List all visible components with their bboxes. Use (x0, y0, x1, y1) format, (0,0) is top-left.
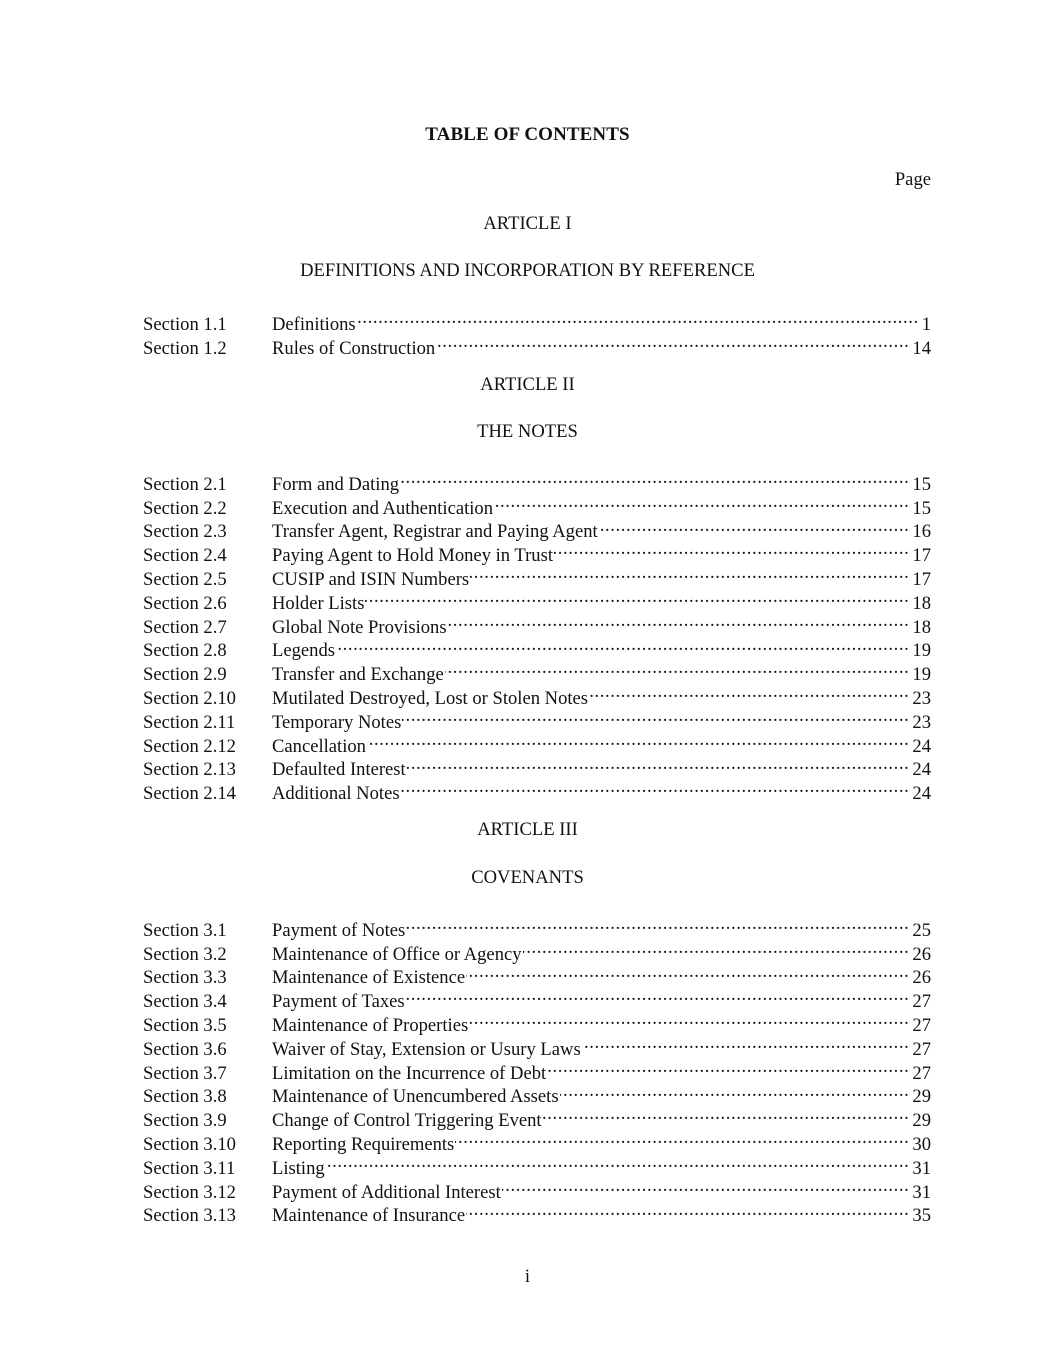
dot-leader (367, 728, 909, 752)
section-number: Section 3.7 (143, 1062, 227, 1084)
article-2-heading: THE NOTES (477, 421, 578, 442)
section-title[interactable]: CUSIP and ISIN Numbers (272, 568, 470, 590)
dot-leader (494, 490, 909, 514)
section-title[interactable]: Limitation on the Incurrence of Debt (272, 1062, 547, 1084)
dot-leader (469, 1007, 909, 1031)
section-title[interactable]: Maintenance of Unencumbered Assets (272, 1086, 559, 1108)
section-page-number: 1 (921, 313, 931, 335)
section-number: Section 3.1 (143, 919, 227, 941)
dot-leader (589, 680, 909, 704)
article-2-section-list (143, 466, 931, 805)
section-page-number: 30 (912, 1133, 931, 1155)
section-title[interactable]: Mutilated Destroyed, Lost or Stolen Notes (272, 687, 589, 709)
dot-leader (455, 1126, 909, 1150)
section-title[interactable]: Payment of Notes (272, 919, 406, 941)
dot-leader (470, 561, 909, 585)
section-title[interactable]: Global Note Provisions (272, 616, 447, 638)
section-title[interactable]: Maintenance of Office or Agency (272, 943, 522, 965)
section-title[interactable]: Transfer and Exchange (272, 664, 444, 686)
section-title[interactable]: Execution and Authentication (272, 497, 494, 519)
dot-leader (402, 704, 909, 728)
section-page-number: 15 (912, 497, 931, 519)
dot-leader (336, 633, 909, 657)
dot-leader (466, 1198, 909, 1222)
section-title[interactable]: Holder Lists (272, 592, 365, 614)
article-3-label: ARTICLE III (477, 819, 578, 840)
section-title[interactable]: Form and Dating (272, 473, 400, 495)
dot-leader (326, 1150, 910, 1174)
section-page-number: 14 (912, 337, 931, 359)
section-page-number: 23 (912, 687, 931, 709)
dot-leader (406, 912, 909, 936)
section-number: Section 2.12 (143, 735, 236, 757)
section-page-number: 19 (912, 640, 931, 662)
section-page-number: 26 (912, 943, 931, 965)
section-number: Section 2.11 (143, 711, 236, 733)
section-title[interactable]: Cancellation (272, 735, 366, 757)
section-page-number: 24 (912, 735, 931, 757)
section-title[interactable]: Change of Control Triggering Event (272, 1110, 542, 1132)
section-page-number: 17 (912, 568, 931, 590)
section-number: Section 2.2 (143, 497, 227, 519)
section-title[interactable]: Legends (272, 640, 335, 662)
dot-leader (407, 752, 910, 776)
section-number: Section 3.3 (143, 967, 227, 989)
section-page-number: 27 (912, 991, 931, 1013)
section-title[interactable]: Temporary Notes (272, 711, 402, 733)
article-3-heading: COVENANTS (471, 867, 584, 888)
section-title[interactable]: Maintenance of Properties (272, 1014, 469, 1036)
section-title[interactable]: Definitions (272, 313, 356, 335)
section-number: Section 3.4 (143, 991, 227, 1013)
section-title[interactable]: Payment of Taxes (272, 991, 405, 1013)
dot-leader (582, 1031, 910, 1055)
section-number: Section 2.9 (143, 664, 227, 686)
section-title[interactable]: Paying Agent to Hold Money in Trust (272, 545, 554, 567)
section-page-number: 18 (912, 592, 931, 614)
section-title[interactable]: Transfer Agent, Registrar and Paying Agent (272, 521, 598, 543)
section-page-number: 16 (912, 521, 931, 543)
article-2-label: ARTICLE II (480, 374, 575, 395)
section-page-number: 29 (912, 1110, 931, 1132)
page-column-label: Page (894, 169, 931, 190)
article-1-heading: DEFINITIONS AND INCORPORATION BY REFERENCE (300, 260, 755, 281)
section-title[interactable]: Maintenance of Existence (272, 967, 466, 989)
toc-entry[interactable] (143, 912, 931, 941)
section-page-number: 17 (912, 545, 931, 567)
section-title[interactable]: Reporting Requirements (272, 1133, 455, 1155)
dot-leader (543, 1102, 910, 1126)
section-title[interactable]: Rules of Construction (272, 337, 436, 359)
section-page-number: 15 (912, 473, 931, 495)
section-number: Section 2.8 (143, 640, 227, 662)
section-title[interactable]: Maintenance of Insurance (272, 1205, 466, 1227)
section-page-number: 27 (912, 1014, 931, 1036)
article-1-label: ARTICLE I (483, 213, 572, 234)
section-page-number: 25 (912, 919, 931, 941)
section-number: Section 2.4 (143, 545, 227, 567)
section-number: Section 1.1 (143, 313, 227, 335)
section-page-number: 18 (912, 616, 931, 638)
section-page-number: 31 (912, 1181, 931, 1203)
section-number: Section 2.13 (143, 759, 236, 781)
section-number: Section 3.10 (143, 1133, 236, 1155)
section-number: Section 3.12 (143, 1181, 236, 1203)
section-number: Section 2.7 (143, 616, 227, 638)
dot-leader (365, 585, 909, 609)
section-page-number: 24 (912, 783, 931, 805)
section-number: Section 3.2 (143, 943, 227, 965)
section-page-number: 19 (912, 664, 931, 686)
section-page-number: 27 (912, 1038, 931, 1060)
section-title[interactable]: Defaulted Interest (272, 759, 406, 781)
article-1-section-list (143, 306, 931, 359)
dot-leader (357, 306, 919, 330)
section-number: Section 3.9 (143, 1110, 227, 1132)
article-3-section-list (143, 912, 931, 1227)
toc-entry[interactable] (143, 306, 931, 335)
section-number: Section 2.1 (143, 473, 227, 495)
dot-leader (400, 466, 909, 490)
section-title[interactable]: Waiver of Stay, Extension or Usury Laws (272, 1038, 581, 1060)
section-number: Section 1.2 (143, 337, 227, 359)
section-title[interactable]: Payment of Additional Interest (272, 1181, 501, 1203)
dot-leader (554, 537, 909, 561)
dot-leader (401, 775, 910, 799)
dot-leader (466, 960, 909, 984)
section-title[interactable]: Additional Notes (272, 783, 400, 805)
dot-leader (599, 514, 910, 538)
section-number: Section 3.6 (143, 1038, 227, 1060)
dot-leader (523, 936, 910, 960)
section-number: Section 2.3 (143, 521, 227, 543)
section-page-number: 31 (912, 1157, 931, 1179)
section-page-number: 23 (912, 711, 931, 733)
section-number: Section 3.5 (143, 1014, 227, 1036)
toc-entry[interactable] (143, 466, 931, 495)
dot-leader (448, 609, 910, 633)
section-page-number: 24 (912, 759, 931, 781)
dot-leader (560, 1079, 910, 1103)
section-title[interactable]: Listing (272, 1157, 325, 1179)
dot-leader (445, 656, 910, 680)
dot-leader (436, 330, 909, 354)
section-number: Section 2.6 (143, 592, 227, 614)
section-page-number: 35 (912, 1205, 931, 1227)
section-number: Section 2.14 (143, 783, 236, 805)
toc-title: TABLE OF CONTENTS (425, 124, 630, 145)
section-number: Section 3.8 (143, 1086, 227, 1108)
dot-leader (502, 1174, 910, 1198)
section-page-number: 26 (912, 967, 931, 989)
section-number: Section 3.13 (143, 1205, 236, 1227)
dot-leader (547, 1055, 909, 1079)
section-page-number: 29 (912, 1086, 931, 1108)
section-number: Section 3.11 (143, 1157, 236, 1179)
dot-leader (406, 983, 910, 1007)
section-page-number: 27 (912, 1062, 931, 1084)
section-number: Section 2.5 (143, 568, 227, 590)
section-number: Section 2.10 (143, 687, 236, 709)
footer-page-number: i (524, 1266, 531, 1287)
